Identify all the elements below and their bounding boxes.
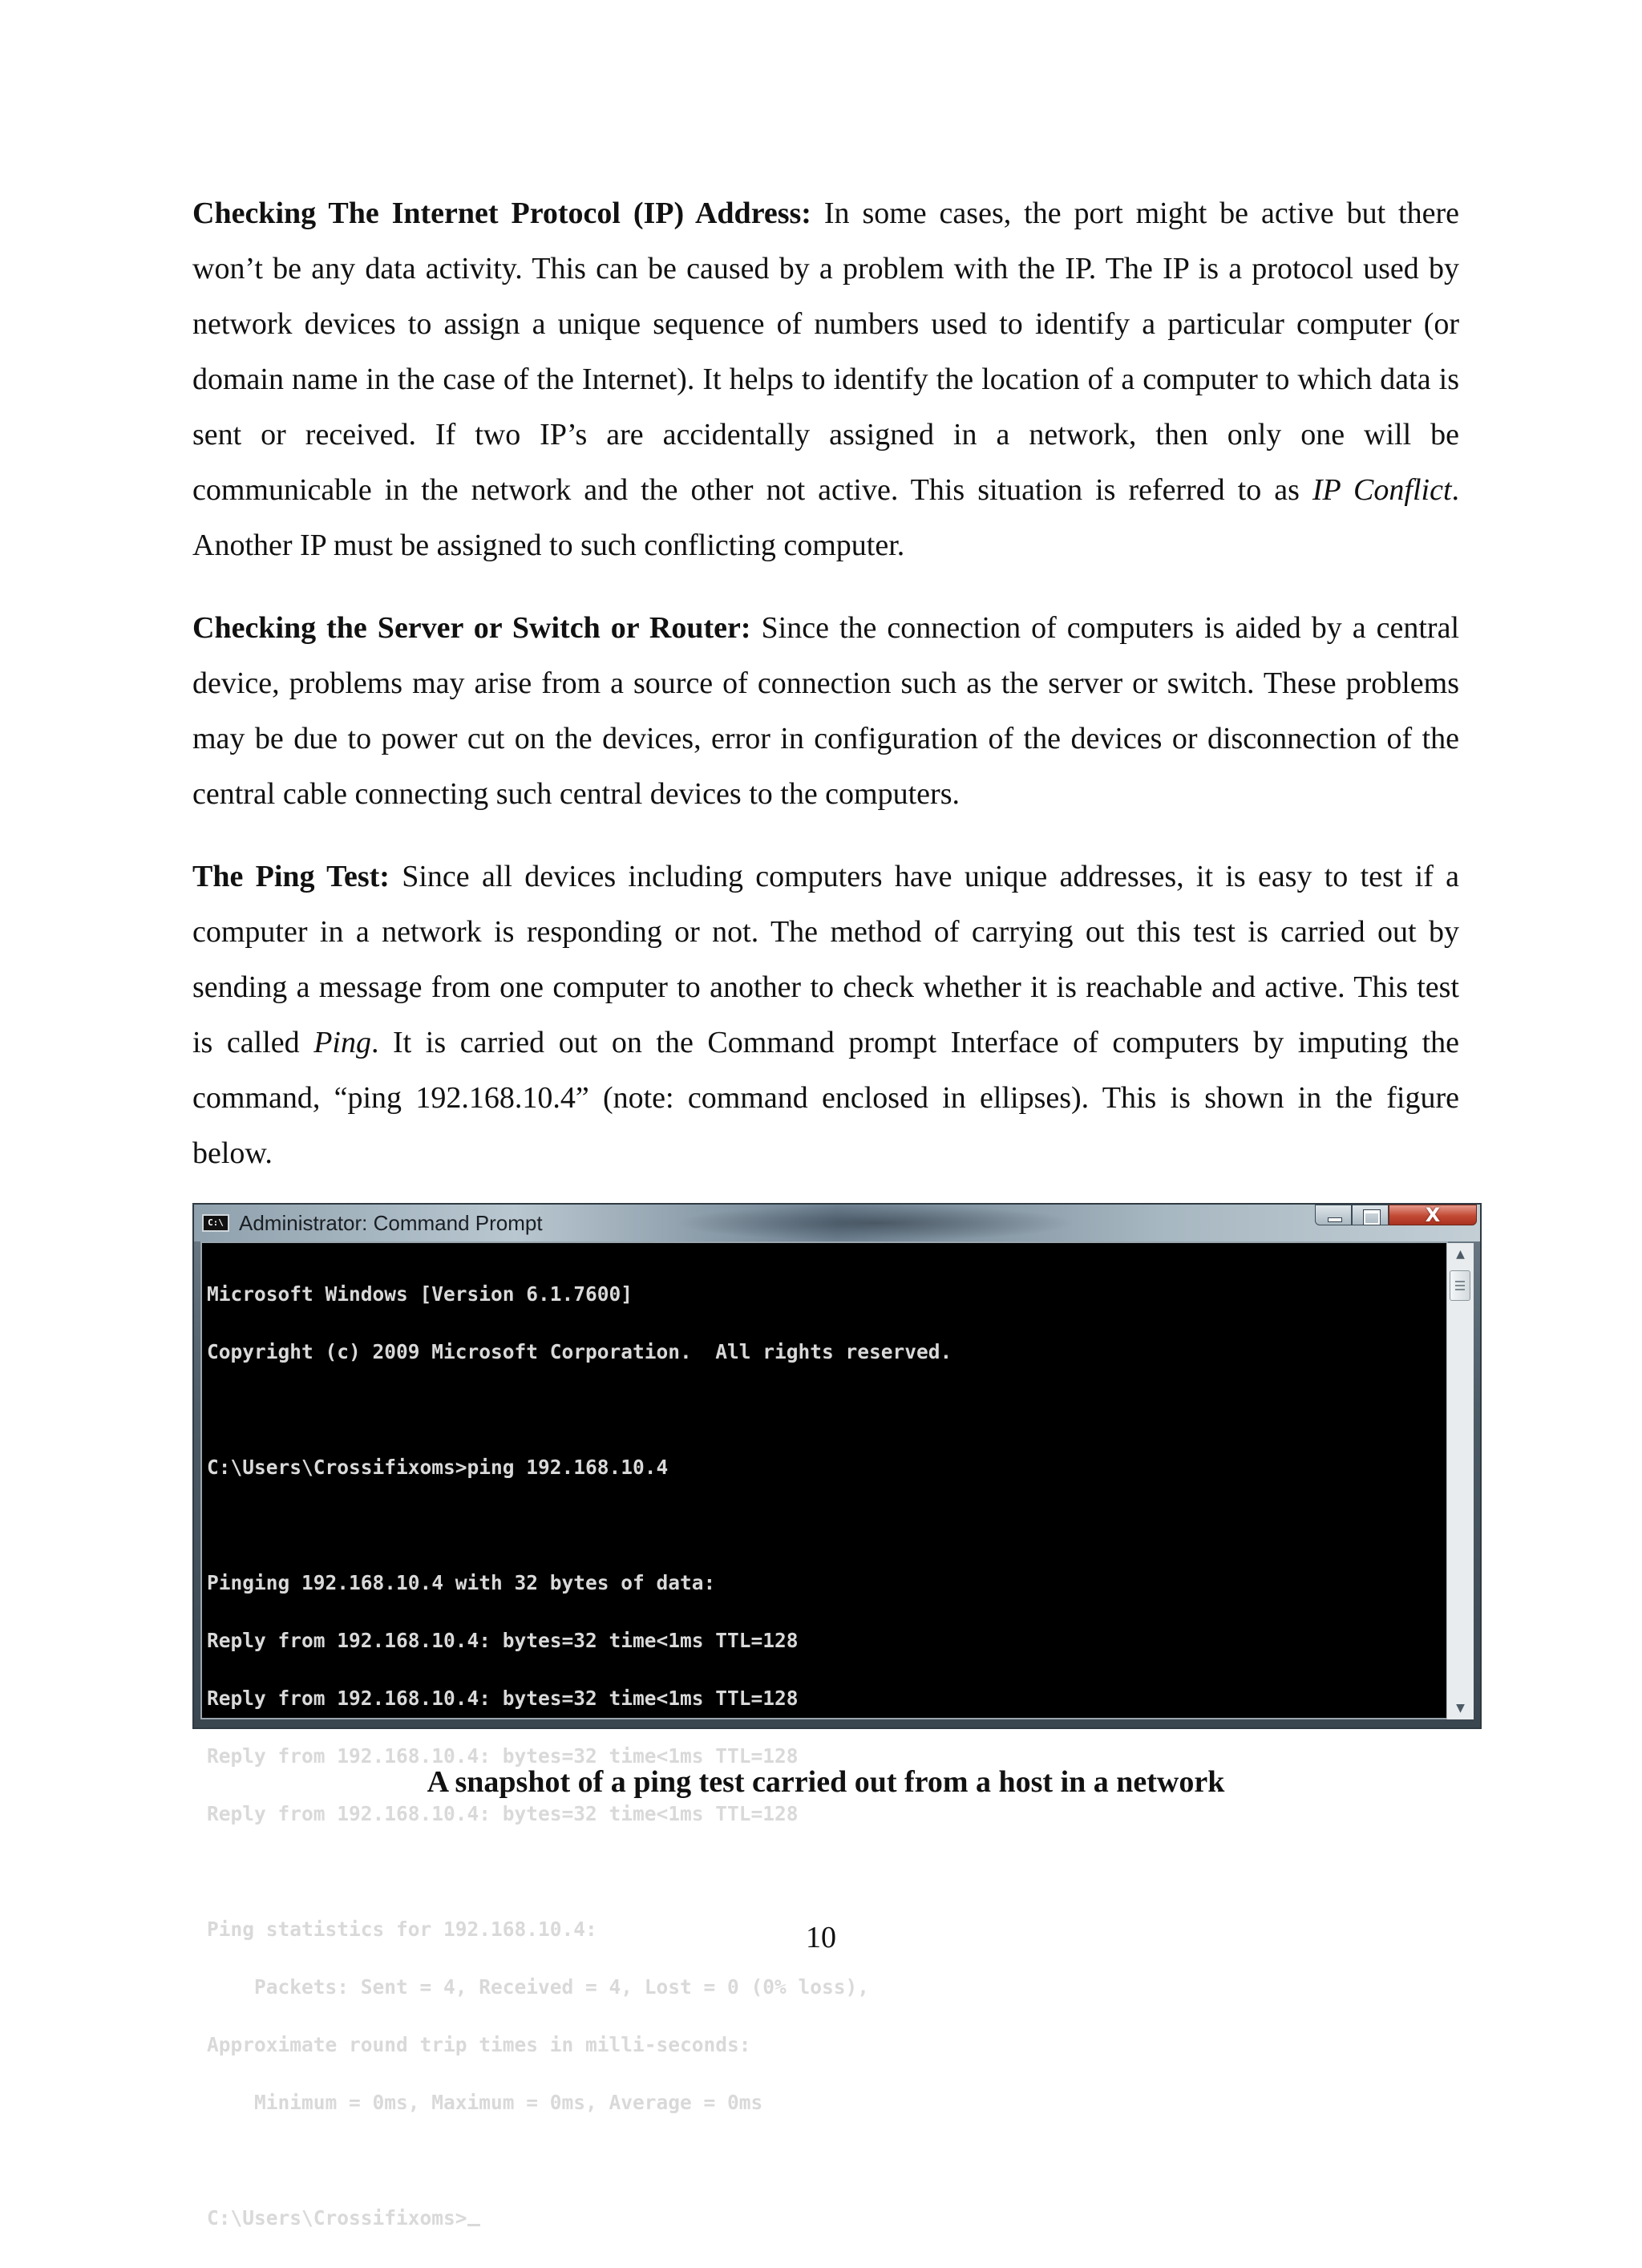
console-line <box>207 1516 1446 1535</box>
term-ip-address: Checking The Internet Protocol (IP) Address: <box>192 196 811 230</box>
minimize-button[interactable] <box>1315 1205 1352 1225</box>
term-ping-test: The Ping Test: <box>192 860 390 893</box>
console-line <box>207 1400 1446 1420</box>
grip-icon <box>1455 1289 1465 1290</box>
maximize-icon <box>1364 1210 1380 1225</box>
grip-icon <box>1455 1285 1465 1286</box>
grip-icon <box>1455 1281 1465 1282</box>
titlebar-glass-effect <box>675 1205 1076 1241</box>
emphasis-ping: Ping <box>313 1026 371 1059</box>
console-line: Microsoft Windows [Version 6.1.7600] <box>207 1282 633 1306</box>
figure-caption: A snapshot of a ping test carried out from a host in a network <box>427 1765 1225 1799</box>
paragraph-text: . Another IP must be assigned to such conflicting computer. <box>192 473 1459 562</box>
scroll-up-arrow-icon[interactable]: ▲ <box>1456 1248 1465 1261</box>
paragraph-text: Since the connection of computers is aided by a central device, problems may arise from a source of connection such as the server or switch. These problems may be due to power cut on the devices, error in configuration of the devices or disconnection of the central cable connecting such central devices to the computers. <box>192 611 1459 811</box>
close-icon: X <box>1425 1204 1441 1226</box>
console-prompt: C:\Users\Crossifixoms> <box>207 2206 467 2230</box>
scroll-down-arrow-icon[interactable]: ▼ <box>1456 1702 1465 1715</box>
emphasis-ip-conflict: IP Conflict <box>1312 473 1452 507</box>
console-line: Reply from 192.168.10.4: bytes=32 time<1ms TTL=128 <box>207 1687 799 1710</box>
console-line: Reply from 192.168.10.4: bytes=32 time<1ms TTL=128 <box>207 1802 799 1825</box>
console-line: Copyright (c) 2009 Microsoft Corporation. All rights reserved. <box>207 1340 952 1363</box>
console-line: C:\Users\Crossifixoms>ping 192.168.10.4 <box>207 1456 669 1479</box>
paragraph-text: In some cases, the port might be active but there won’t be any data activity. This can be caused by a problem with the IP. The IP is a protocol used by network devices to assign a unique sequence of numbers used to identify a particular computer (or domain name in the case of the Internet). It helps to identify the location of a computer to which data is sent or received. If two IP’s are accidentally assigned in a network, then only one will be communicable in the network and the other not active. This situation is referred to as <box>192 196 1459 507</box>
console-line: Pinging 192.168.10.4 with 32 bytes of data: <box>207 1571 716 1594</box>
console-line: Reply from 192.168.10.4: bytes=32 time<1ms TTL=128 <box>207 1629 799 1652</box>
window-titlebar <box>194 1205 1480 1241</box>
vertical-scrollbar[interactable] <box>1446 1243 1474 1719</box>
close-button[interactable] <box>1389 1205 1477 1225</box>
console-text <box>202 1243 1446 2266</box>
paragraph-ping-test <box>192 849 1459 1181</box>
console-line <box>207 1862 1446 1881</box>
text-cursor <box>467 2224 480 2226</box>
page-number: 10 <box>806 1921 836 1954</box>
console-line: Approximate round trip times in milli-seconds: <box>207 2033 751 2056</box>
command-prompt-icon: C:\ <box>202 1214 229 1232</box>
console-line: Minimum = 0ms, Maximum = 0ms, Average = 0ms <box>207 2091 763 2114</box>
window-title: Administrator: Command Prompt <box>239 1211 543 1235</box>
paragraph-text: . It is carried out on the Command prompt Interface of computers by imputing the command, “ping 192.168.10.4” (note: command enclosed in ellipses). This is shown in the figure below. <box>192 1026 1460 1170</box>
console-line <box>207 2151 1446 2170</box>
maximize-button[interactable] <box>1352 1205 1389 1225</box>
document-body <box>192 186 1459 1181</box>
scrollbar-thumb[interactable] <box>1450 1270 1470 1301</box>
window-controls <box>1315 1205 1477 1227</box>
console-line: Ping statistics for 192.168.10.4: <box>207 1918 597 1941</box>
paragraph-text: Since all devices including computers have unique addresses, it is easy to test if a computer in a network is responding or not. The method of carrying out this test is carried out by sending a message from one computer to another to check whether it is reachable and active. This test is called <box>192 860 1459 1059</box>
console-prompt-line <box>207 2206 1446 2230</box>
term-server-switch-router: Checking the Server or Switch or Router: <box>192 611 751 645</box>
console-line: Reply from 192.168.10.4: bytes=32 time<1ms TTL=128 <box>207 1744 799 1768</box>
paragraph-ip-address <box>192 186 1459 573</box>
paragraph-server-switch-router <box>192 601 1459 822</box>
console-line: Packets: Sent = 4, Received = 4, Lost = 0 (0% loss), <box>207 1975 870 1999</box>
minimize-icon <box>1328 1217 1342 1222</box>
